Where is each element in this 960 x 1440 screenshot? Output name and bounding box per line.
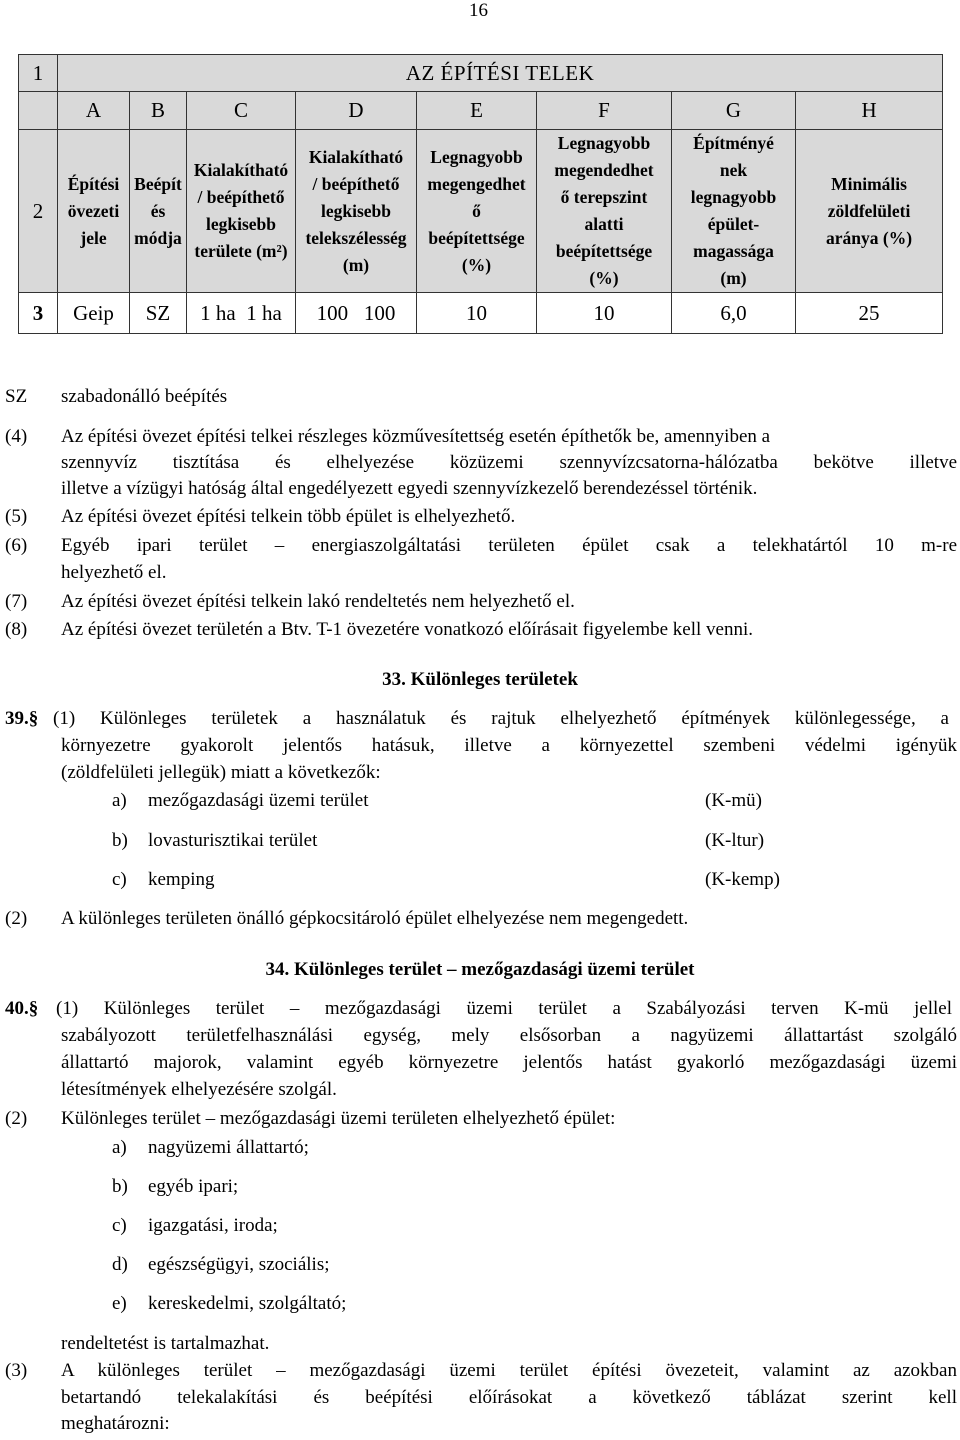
row-number-blank [19,92,58,130]
column-letter: C [187,92,296,130]
paragraph-line: szabályozott területfelhasználási egység, mely elsősorban a nagyüzemi állattartást szolgáló [61,1025,957,1046]
paragraph-line: betartandó telekalakítási és beépítési előírásokat a következő táblázat szerint kell [61,1387,957,1408]
section-heading: 33. Különleges területek [382,669,578,690]
abbrev-key: SZ [5,386,28,407]
section-number: 39.§ [5,708,39,729]
header-cell: Legnagyobb megendedhet ő terepszint alatti beépítettsége (%) [537,130,672,293]
header-cell: Beépít és módja [130,130,187,293]
abbrev-text: szabadonálló beépítés [61,386,228,407]
value-cell: Geip [58,293,130,334]
value-cell: SZ [130,293,187,334]
table-title-row [19,55,943,92]
paragraph-line: Az építési övezet építési telkein lakó rendeltetés nem helyezhető el. [61,591,575,612]
header-cell: Minimális zöldfelületi aránya (%) [796,130,943,293]
column-letters-row [19,92,943,130]
paragraph-line: létesítmények elhelyezésére szolgál. [61,1079,337,1100]
paragraph-label: (7) [5,591,28,612]
section-heading: 34. Különleges terület – mezőgazdasági üzemi terület [265,959,695,980]
paragraph-line: Különleges terület – mezőgazdasági üzemi területen elhelyezhető épület: [61,1108,616,1129]
paragraph-line: helyezhető el. [61,562,167,583]
paragraph-label: (3) [5,1360,28,1381]
paragraph-line: A különleges területen önálló gépkocsitároló épület elhelyezése nem megengedett. [61,908,689,929]
paragraph-line: (1) Különleges terület – mezőgazdasági üzemi terület a Szabályozási terven K-mü jellel [56,998,952,1019]
paragraph-line: (1) Különleges területek a használatuk és rajtuk elhelyezhető építmények különlegessége, a [53,708,949,729]
row-number: 2 [19,130,58,293]
row-number: 1 [19,55,58,92]
column-letter: B [130,92,187,130]
value-cell: 6,0 [672,293,796,334]
value-cell: 10 [417,293,537,334]
page-number: 16 [469,0,488,21]
column-letter: G [672,92,796,130]
column-letter: F [537,92,672,130]
paragraph-line: meghatározni: [61,1413,170,1434]
header-cell: Legnagyobb megengedhet ő beépítettsége (%) [417,130,537,293]
paragraph-line: Az építési övezet építési telkein több épület is elhelyezhető. [61,506,516,527]
column-letter: D [296,92,417,130]
value-cell: 25 [796,293,943,334]
paragraph-label: (6) [5,535,28,556]
header-cell: Építési övezeti jele [58,130,130,293]
header-cell: Kialakítható / beépíthető legkisebb területe (m²) [187,130,296,293]
paragraph-line: Az építési övezet területén a Btv. T-1 övezetére vonatkozó előírásait figyelembe kell venni. [61,619,754,640]
paragraph-line: A különleges terület – mezőgazdasági üzemi terület építési övezeteit, valamint az azokban [61,1360,957,1381]
header-cell: Építményé nek legnagyobb épület- magassága (m) [672,130,796,293]
section-number: 40.§ [5,998,39,1019]
value-cell: 10 [537,293,672,334]
table-title: AZ ÉPÍTÉSI TELEK [58,55,943,92]
row-number: 3 [19,293,58,334]
paragraph-label: (2) [5,1108,28,1129]
values-row [19,293,943,334]
paragraph-line: rendeltetést is tartalmazhat. [61,1333,270,1354]
paragraph-line: Egyéb ipari terület – energiaszolgáltatási területen épület csak a telekhatártól 10 m-re [61,535,957,556]
column-headers-row [19,130,943,293]
paragraph-line: (zöldfelületi jellegük) miatt a következők: [61,762,381,783]
column-letter: A [58,92,130,130]
value-cell-pair: 1 ha 1 ha [187,293,296,334]
header-cell: Kialakítható / beépíthető legkisebb telekszélesség (m) [296,130,417,293]
paragraph-line: környezetre gyakorolt jelentős hatásuk, illetve a környezettel szembeni védelmi igényük [61,735,957,756]
paragraph-label: (8) [5,619,28,640]
value-cell-pair: 100 100 [296,293,417,334]
paragraph-line: Az építési övezet építési telkei részleges közművesítettség esetén építhetők be, amennyiben a [61,426,771,447]
paragraph-line: állattartó majorok, valamint egyéb környezetre jelentős hatást gyakorló mezőgazdasági üzemi [61,1052,957,1073]
column-letter: H [796,92,943,130]
paragraph-label: (4) [5,426,28,447]
column-letter: E [417,92,537,130]
paragraph-line: szennyvíz tisztítása és elhelyezése közüzemi szennyvízcsatorna-hálózatba bekötve illetve [61,452,957,473]
paragraph-line: illetve a vízügyi hatóság által engedélyezett egyedi szennyvízkezelő berendezéssel történik. [61,478,758,499]
paragraph-label: (5) [5,506,28,527]
paragraph-label: (2) [5,908,28,929]
zoning-table [18,54,943,334]
